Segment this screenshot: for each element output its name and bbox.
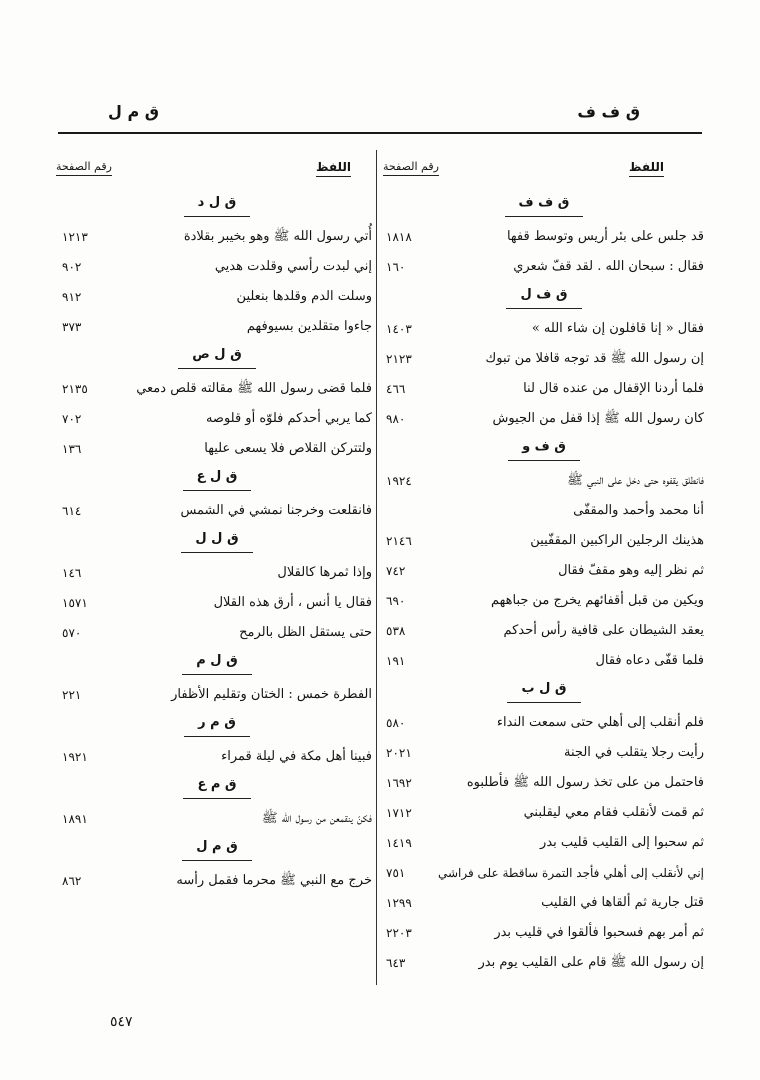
left-column xyxy=(62,190,372,896)
index-entry xyxy=(62,804,372,834)
entry-text: فقال يا أنس ، أرق هذه القلال xyxy=(213,595,372,610)
entry-page-number: ١٧١٢ xyxy=(386,806,412,820)
index-entry xyxy=(384,314,704,344)
entry-page-number: ٥٣٨ xyxy=(386,624,406,638)
entry-text: الفطرة خمس : الختان وتقليم الأظفار xyxy=(171,687,372,702)
col-header-page-left: رقم الصفحة xyxy=(56,160,112,173)
entry-text: فانقلعت وخرجنا نمشي في الشمس xyxy=(180,503,372,518)
index-entry xyxy=(62,312,372,342)
index-entry xyxy=(62,866,372,896)
index-entry xyxy=(384,556,704,586)
entry-page-number: ٩٠٢ xyxy=(62,260,82,274)
section-heading: ق م ع xyxy=(62,772,372,804)
index-entry xyxy=(384,918,704,948)
section-heading: ق ل ص xyxy=(62,342,372,374)
section-heading: ق ل ب xyxy=(384,676,704,708)
entry-text: كما يربي أحدكم فلوّه أو قلوصه xyxy=(205,411,372,426)
entry-page-number: ٥٧٠ xyxy=(62,626,82,640)
entry-page-number: ٤٦٦ xyxy=(386,382,406,396)
entry-page-number: ١٩٢١ xyxy=(62,750,88,764)
entry-page-number: ٦٩٠ xyxy=(386,594,406,608)
index-entry xyxy=(384,798,704,828)
entry-page-number: ٢٢١ xyxy=(62,688,82,702)
entry-page-number: ١٢١٣ xyxy=(62,230,88,244)
entry-text: خرج مع النبي ﷺ محرما فقمل رأسه xyxy=(176,873,372,888)
index-entry xyxy=(384,496,704,526)
header-rule xyxy=(58,132,702,134)
entry-text: وإذا ثمرها كالقلال xyxy=(277,565,372,580)
entry-text: فانطلق يقفوه حتى دخل على النبي ﷺ xyxy=(567,473,704,488)
entry-page-number: ٢٢٠٣ xyxy=(386,926,412,940)
index-entry xyxy=(384,616,704,646)
entry-page-number: ١٦٩٢ xyxy=(386,776,412,790)
section-heading: ق ل م xyxy=(62,648,372,680)
index-entry xyxy=(62,404,372,434)
index-entry xyxy=(384,948,704,978)
entry-text: رأيت رجلا يتقلب في الجنة xyxy=(564,745,704,760)
section-heading: ق ل ل xyxy=(62,526,372,558)
entry-page-number: ١٤٠٣ xyxy=(386,322,412,336)
index-entry xyxy=(62,680,372,710)
index-entry xyxy=(384,466,704,496)
entry-text: فقال : سبحان الله . لقد قفّ شعري xyxy=(513,259,704,274)
entry-text: ثم سحبوا إلى القليب قليب بدر xyxy=(540,835,704,850)
entry-text: فقال « إنا قافلون إن شاء الله » xyxy=(531,321,704,336)
section-heading: ق ف ف xyxy=(384,190,704,222)
entry-page-number: ٥٨٠ xyxy=(386,716,406,730)
entry-page-number: ١٩١ xyxy=(386,654,406,668)
entry-text: كان رسول الله ﷺ إذا قفل من الجيوش xyxy=(492,411,704,426)
entry-page-number: ١٥٧١ xyxy=(62,596,88,610)
entry-text: قد جلس على بئر أريس وتوسط قفها xyxy=(506,229,704,244)
entry-text: يعقد الشيطان على قافية رأس أحدكم xyxy=(503,623,704,638)
entry-text: ثم أمر بهم فسحبوا فألقوا في قليب بدر xyxy=(494,925,704,940)
index-entry xyxy=(62,558,372,588)
index-entry xyxy=(62,496,372,526)
index-entry xyxy=(62,618,372,648)
entry-text: هذينك الرجلين الراكبين المقفّيين xyxy=(530,533,704,548)
entry-page-number: ١٤١٩ xyxy=(386,836,412,850)
index-entry xyxy=(384,858,704,888)
entry-text: إن رسول الله ﷺ قد توجه قافلا من تبوك xyxy=(485,351,704,366)
index-entry xyxy=(384,404,704,434)
entry-text: أُتي رسول الله ﷺ وهو بخيبر بقلادة xyxy=(183,229,372,244)
index-entry xyxy=(62,588,372,618)
entry-text: قتل جارية ثم ألقاها في القليب xyxy=(541,895,704,910)
entry-page-number: ١٦٠ xyxy=(386,260,406,274)
entry-page-number: ١٤٦ xyxy=(62,566,82,580)
entry-page-number: ٩١٢ xyxy=(62,290,82,304)
entry-text: ويكين من قبل أقفائهم يخرج من جباههم xyxy=(490,593,704,608)
entry-page-number: ١٣٦ xyxy=(62,442,82,456)
entry-page-number: ٢١٣٥ xyxy=(62,382,88,396)
entry-page-number: ٣٧٣ xyxy=(62,320,82,334)
entry-page-number: ١٨٩١ xyxy=(62,812,88,826)
section-heading: ق م ر xyxy=(62,710,372,742)
index-entry xyxy=(384,646,704,676)
entry-text: حتى يستقل الظل بالرمح xyxy=(239,625,372,640)
index-entry xyxy=(384,888,704,918)
entry-text: إني لأنقلب إلى أهلي فأجد التمرة ساقطة على فراشي xyxy=(437,866,704,880)
entry-page-number: ٧٤٢ xyxy=(386,564,406,578)
entry-page-number: ١٩٢٤ xyxy=(386,474,412,488)
entry-text: وسلت الدم وقلدها بنعلين xyxy=(236,289,372,304)
entry-text: إن رسول الله ﷺ قام على القليب يوم بدر xyxy=(478,955,704,970)
index-entry xyxy=(384,374,704,404)
entry-text: فبينا أهل مكة في ليلة قمراء xyxy=(221,749,372,764)
entry-page-number: ١٨١٨ xyxy=(386,230,412,244)
entry-page-number: ٢٠٢١ xyxy=(386,746,412,760)
entry-page-number: ٢١٢٣ xyxy=(386,352,412,366)
entry-page-number: ٧٠٢ xyxy=(62,412,82,426)
entry-text: فكنّ ينقمعن من رسول الله ﷺ xyxy=(261,811,372,826)
header-root-right: ق ف ف xyxy=(577,102,640,121)
entry-page-number: ٦٤٣ xyxy=(386,956,406,970)
entry-page-number: ٩٨٠ xyxy=(386,412,406,426)
index-entry xyxy=(62,222,372,252)
entry-page-number: ٢١٤٦ xyxy=(386,534,412,548)
entry-text: فلما قفّى دعاه فقال xyxy=(595,653,704,668)
index-entry xyxy=(384,708,704,738)
entry-page-number: ٦١٤ xyxy=(62,504,82,518)
col-header-page-right: رقم الصفحة xyxy=(383,160,439,173)
header-root-left: ق م ل xyxy=(108,102,160,121)
index-entry xyxy=(384,526,704,556)
column-divider xyxy=(376,150,377,985)
entry-text: فاحتمل من على تخذ رسول الله ﷺ فأطلبوه xyxy=(466,775,704,790)
right-column xyxy=(384,190,704,978)
entry-text: فلما أردنا الإقفال من عنده قال لنا xyxy=(523,381,704,396)
entry-page-number: ٧٥١ xyxy=(386,866,406,880)
entry-text: ولتتركن القلاص فلا يسعى عليها xyxy=(204,441,372,456)
entry-text: ثم قمت لأنقلب فقام معي ليقلبني xyxy=(523,805,704,820)
section-heading: ق ل د xyxy=(62,190,372,222)
index-entry xyxy=(384,252,704,282)
index-entry xyxy=(384,768,704,798)
index-entry xyxy=(384,222,704,252)
index-entry xyxy=(384,586,704,616)
col-header-word-right: اللفظ xyxy=(629,160,664,174)
entry-page-number: ١٢٩٩ xyxy=(386,896,412,910)
index-entry xyxy=(384,344,704,374)
entry-text: أنا محمد وأحمد والمقفّى xyxy=(573,503,704,518)
entry-text: ثم نظر إليه وهو مقفّ فقال xyxy=(558,563,704,578)
index-entry xyxy=(62,282,372,312)
col-header-word-left: اللفظ xyxy=(316,160,351,174)
entry-page-number: ٨٦٢ xyxy=(62,874,82,888)
index-entry xyxy=(62,374,372,404)
entry-text: فلم أنقلب إلى أهلي حتى سمعت النداء xyxy=(496,715,704,730)
index-entry xyxy=(384,828,704,858)
section-heading: ق ف و xyxy=(384,434,704,466)
index-entry xyxy=(62,252,372,282)
index-entry xyxy=(62,434,372,464)
index-entry xyxy=(62,742,372,772)
entry-text: إني لبدت رأسي وقلدت هديي xyxy=(214,259,372,274)
page-number: ٥٤٧ xyxy=(110,1014,133,1030)
index-entry xyxy=(384,738,704,768)
entry-text: فلما قضى رسول الله ﷺ مقالته قلص دمعي xyxy=(136,381,372,396)
section-heading: ق ف ل xyxy=(384,282,704,314)
section-heading: ق ل ع xyxy=(62,464,372,496)
entry-text: جاءوا متقلدين بسيوفهم xyxy=(246,319,372,334)
section-heading: ق م ل xyxy=(62,834,372,866)
